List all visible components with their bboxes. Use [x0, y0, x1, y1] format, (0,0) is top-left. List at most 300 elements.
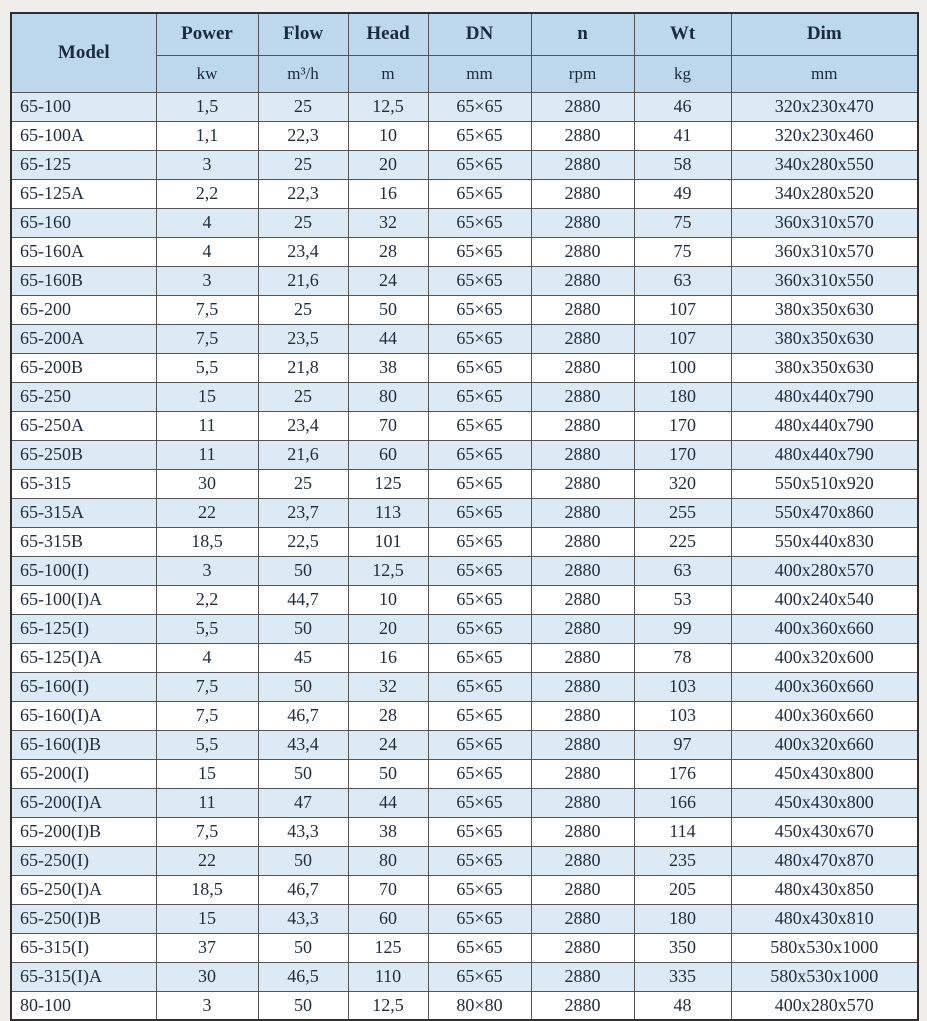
column-unit-wt: kg — [634, 55, 731, 92]
cell-wt: 75 — [634, 237, 731, 266]
cell-dim: 400x280x570 — [731, 556, 918, 585]
cell-power: 4 — [156, 237, 258, 266]
cell-n: 2880 — [531, 875, 634, 904]
cell-head: 12,5 — [348, 92, 428, 121]
cell-model: 65-250 — [11, 382, 156, 411]
cell-n: 2880 — [531, 353, 634, 382]
cell-model: 65-200B — [11, 353, 156, 382]
cell-head: 125 — [348, 469, 428, 498]
cell-dim: 550x440x830 — [731, 527, 918, 556]
cell-flow: 50 — [258, 759, 348, 788]
cell-dn: 65×65 — [428, 527, 531, 556]
cell-dim: 550x470x860 — [731, 498, 918, 527]
cell-dn: 65×65 — [428, 614, 531, 643]
cell-dim: 360x310x570 — [731, 237, 918, 266]
cell-dim: 360x310x550 — [731, 266, 918, 295]
cell-dim: 480x430x850 — [731, 875, 918, 904]
cell-dn: 65×65 — [428, 440, 531, 469]
cell-head: 60 — [348, 904, 428, 933]
cell-dim: 400x240x540 — [731, 585, 918, 614]
table-row — [11, 846, 918, 875]
cell-wt: 176 — [634, 759, 731, 788]
table-row — [11, 237, 918, 266]
cell-dn: 65×65 — [428, 469, 531, 498]
cell-flow: 50 — [258, 933, 348, 962]
table-row — [11, 179, 918, 208]
table-row — [11, 875, 918, 904]
cell-head: 32 — [348, 208, 428, 237]
cell-head: 50 — [348, 759, 428, 788]
cell-power: 11 — [156, 788, 258, 817]
cell-head: 16 — [348, 643, 428, 672]
cell-head: 44 — [348, 324, 428, 353]
cell-model: 65-125A — [11, 179, 156, 208]
cell-n: 2880 — [531, 150, 634, 179]
cell-wt: 48 — [634, 991, 731, 1020]
cell-n: 2880 — [531, 672, 634, 701]
cell-flow: 22,3 — [258, 179, 348, 208]
header-label-row — [11, 13, 918, 55]
cell-dim: 550x510x920 — [731, 469, 918, 498]
cell-n: 2880 — [531, 730, 634, 759]
cell-power: 7,5 — [156, 817, 258, 846]
table-row — [11, 962, 918, 991]
cell-n: 2880 — [531, 556, 634, 585]
cell-model: 65-250A — [11, 411, 156, 440]
cell-model: 65-100 — [11, 92, 156, 121]
cell-wt: 350 — [634, 933, 731, 962]
cell-head: 10 — [348, 121, 428, 150]
cell-dn: 65×65 — [428, 643, 531, 672]
cell-dn: 65×65 — [428, 324, 531, 353]
cell-flow: 23,4 — [258, 411, 348, 440]
cell-n: 2880 — [531, 295, 634, 324]
cell-wt: 53 — [634, 585, 731, 614]
cell-dn: 65×65 — [428, 498, 531, 527]
cell-power: 18,5 — [156, 875, 258, 904]
cell-wt: 63 — [634, 266, 731, 295]
cell-dim: 320x230x470 — [731, 92, 918, 121]
cell-power: 1,1 — [156, 121, 258, 150]
cell-dim: 450x430x800 — [731, 788, 918, 817]
cell-dn: 65×65 — [428, 904, 531, 933]
cell-dn: 65×65 — [428, 411, 531, 440]
column-unit-head: m — [348, 55, 428, 92]
cell-flow: 23,4 — [258, 237, 348, 266]
table-row — [11, 324, 918, 353]
cell-dim: 380x350x630 — [731, 353, 918, 382]
cell-flow: 50 — [258, 991, 348, 1020]
table-row — [11, 643, 918, 672]
cell-dn: 65×65 — [428, 846, 531, 875]
column-unit-n: rpm — [531, 55, 634, 92]
cell-dim: 480x470x870 — [731, 846, 918, 875]
cell-dn: 65×65 — [428, 672, 531, 701]
cell-model: 65-160A — [11, 237, 156, 266]
cell-n: 2880 — [531, 324, 634, 353]
cell-flow: 25 — [258, 150, 348, 179]
cell-dim: 380x350x630 — [731, 324, 918, 353]
table-row — [11, 295, 918, 324]
cell-n: 2880 — [531, 759, 634, 788]
cell-n: 2880 — [531, 179, 634, 208]
cell-model: 65-315B — [11, 527, 156, 556]
cell-head: 125 — [348, 933, 428, 962]
cell-flow: 43,3 — [258, 817, 348, 846]
cell-head: 12,5 — [348, 991, 428, 1020]
cell-power: 4 — [156, 208, 258, 237]
cell-wt: 166 — [634, 788, 731, 817]
cell-wt: 107 — [634, 295, 731, 324]
cell-dn: 65×65 — [428, 759, 531, 788]
cell-model: 65-200(I) — [11, 759, 156, 788]
cell-n: 2880 — [531, 208, 634, 237]
cell-model: 65-160B — [11, 266, 156, 295]
cell-head: 24 — [348, 266, 428, 295]
cell-dim: 400x320x600 — [731, 643, 918, 672]
cell-model: 65-160(I)A — [11, 701, 156, 730]
column-header-dim: Dim — [731, 13, 918, 55]
table-row — [11, 266, 918, 295]
table-row — [11, 585, 918, 614]
cell-model: 65-125(I)A — [11, 643, 156, 672]
cell-wt: 225 — [634, 527, 731, 556]
cell-flow: 21,6 — [258, 440, 348, 469]
table-row — [11, 701, 918, 730]
column-header-wt: Wt — [634, 13, 731, 55]
column-unit-flow: m³/h — [258, 55, 348, 92]
cell-model: 80-100 — [11, 991, 156, 1020]
column-header-flow: Flow — [258, 13, 348, 55]
cell-wt: 41 — [634, 121, 731, 150]
cell-flow: 44,7 — [258, 585, 348, 614]
table-body — [11, 92, 918, 1020]
pump-spec-table — [10, 12, 919, 1021]
cell-dn: 65×65 — [428, 266, 531, 295]
cell-n: 2880 — [531, 701, 634, 730]
cell-power: 7,5 — [156, 672, 258, 701]
cell-flow: 25 — [258, 382, 348, 411]
cell-dim: 480x430x810 — [731, 904, 918, 933]
cell-model: 65-200(I)B — [11, 817, 156, 846]
cell-dim: 480x440x790 — [731, 411, 918, 440]
cell-model: 65-100A — [11, 121, 156, 150]
cell-n: 2880 — [531, 585, 634, 614]
cell-head: 10 — [348, 585, 428, 614]
cell-flow: 50 — [258, 556, 348, 585]
cell-flow: 45 — [258, 643, 348, 672]
table-row — [11, 353, 918, 382]
cell-model: 65-160(I)B — [11, 730, 156, 759]
cell-wt: 235 — [634, 846, 731, 875]
cell-n: 2880 — [531, 440, 634, 469]
cell-power: 5,5 — [156, 614, 258, 643]
cell-dn: 65×65 — [428, 353, 531, 382]
cell-wt: 180 — [634, 904, 731, 933]
cell-power: 15 — [156, 382, 258, 411]
cell-power: 22 — [156, 846, 258, 875]
cell-dim: 580x530x1000 — [731, 962, 918, 991]
cell-dn: 65×65 — [428, 382, 531, 411]
cell-head: 16 — [348, 179, 428, 208]
cell-dn: 65×65 — [428, 817, 531, 846]
cell-model: 65-100(I)A — [11, 585, 156, 614]
cell-wt: 58 — [634, 150, 731, 179]
cell-power: 3 — [156, 991, 258, 1020]
table-row — [11, 208, 918, 237]
cell-head: 113 — [348, 498, 428, 527]
cell-power: 30 — [156, 962, 258, 991]
cell-dn: 65×65 — [428, 962, 531, 991]
table-row — [11, 759, 918, 788]
table-row — [11, 440, 918, 469]
column-header-dn: DN — [428, 13, 531, 55]
table-row — [11, 92, 918, 121]
cell-head: 110 — [348, 962, 428, 991]
cell-power: 37 — [156, 933, 258, 962]
cell-head: 12,5 — [348, 556, 428, 585]
cell-head: 28 — [348, 701, 428, 730]
cell-power: 22 — [156, 498, 258, 527]
column-header-head: Head — [348, 13, 428, 55]
cell-power: 7,5 — [156, 295, 258, 324]
cell-wt: 78 — [634, 643, 731, 672]
cell-dim: 320x230x460 — [731, 121, 918, 150]
cell-model: 65-315A — [11, 498, 156, 527]
cell-flow: 21,6 — [258, 266, 348, 295]
table-row — [11, 411, 918, 440]
cell-wt: 99 — [634, 614, 731, 643]
cell-flow: 50 — [258, 614, 348, 643]
cell-power: 7,5 — [156, 324, 258, 353]
table-row — [11, 121, 918, 150]
cell-flow: 22,3 — [258, 121, 348, 150]
cell-dn: 65×65 — [428, 208, 531, 237]
cell-dim: 400x360x660 — [731, 701, 918, 730]
cell-power: 1,5 — [156, 92, 258, 121]
cell-wt: 63 — [634, 556, 731, 585]
cell-flow: 43,3 — [258, 904, 348, 933]
pump-spec-table-container — [10, 12, 919, 1021]
table-row — [11, 933, 918, 962]
cell-n: 2880 — [531, 991, 634, 1020]
cell-head: 24 — [348, 730, 428, 759]
cell-head: 50 — [348, 295, 428, 324]
cell-n: 2880 — [531, 237, 634, 266]
cell-wt: 114 — [634, 817, 731, 846]
cell-wt: 170 — [634, 440, 731, 469]
cell-flow: 43,4 — [258, 730, 348, 759]
cell-head: 60 — [348, 440, 428, 469]
cell-flow: 22,5 — [258, 527, 348, 556]
cell-dim: 450x430x670 — [731, 817, 918, 846]
cell-wt: 320 — [634, 469, 731, 498]
cell-model: 65-250(I) — [11, 846, 156, 875]
cell-model: 65-100(I) — [11, 556, 156, 585]
cell-dim: 340x280x550 — [731, 150, 918, 179]
cell-flow: 46,7 — [258, 875, 348, 904]
cell-flow: 25 — [258, 208, 348, 237]
cell-dim: 400x320x660 — [731, 730, 918, 759]
cell-power: 7,5 — [156, 701, 258, 730]
cell-head: 38 — [348, 817, 428, 846]
cell-flow: 47 — [258, 788, 348, 817]
table-row — [11, 904, 918, 933]
cell-n: 2880 — [531, 846, 634, 875]
cell-wt: 107 — [634, 324, 731, 353]
cell-dn: 65×65 — [428, 585, 531, 614]
cell-flow: 50 — [258, 672, 348, 701]
cell-wt: 97 — [634, 730, 731, 759]
cell-model: 65-250B — [11, 440, 156, 469]
cell-dn: 65×65 — [428, 237, 531, 266]
cell-head: 28 — [348, 237, 428, 266]
cell-dim: 580x530x1000 — [731, 933, 918, 962]
cell-power: 3 — [156, 266, 258, 295]
cell-head: 80 — [348, 846, 428, 875]
cell-head: 38 — [348, 353, 428, 382]
cell-n: 2880 — [531, 527, 634, 556]
table-row — [11, 382, 918, 411]
cell-wt: 103 — [634, 672, 731, 701]
cell-model: 65-315(I) — [11, 933, 156, 962]
table-row — [11, 991, 918, 1020]
cell-wt: 46 — [634, 92, 731, 121]
cell-wt: 100 — [634, 353, 731, 382]
cell-model: 65-315(I)A — [11, 962, 156, 991]
cell-dn: 80×80 — [428, 991, 531, 1020]
cell-power: 5,5 — [156, 730, 258, 759]
cell-head: 20 — [348, 150, 428, 179]
table-row — [11, 614, 918, 643]
cell-n: 2880 — [531, 614, 634, 643]
cell-n: 2880 — [531, 817, 634, 846]
table-header — [11, 13, 918, 92]
cell-model: 65-200A — [11, 324, 156, 353]
cell-dn: 65×65 — [428, 933, 531, 962]
cell-dn: 65×65 — [428, 92, 531, 121]
column-unit-power: kw — [156, 55, 258, 92]
cell-head: 80 — [348, 382, 428, 411]
column-unit-dn: mm — [428, 55, 531, 92]
cell-dim: 400x360x660 — [731, 672, 918, 701]
cell-power: 18,5 — [156, 527, 258, 556]
cell-power: 30 — [156, 469, 258, 498]
table-row — [11, 527, 918, 556]
cell-n: 2880 — [531, 266, 634, 295]
cell-n: 2880 — [531, 121, 634, 150]
cell-dim: 450x430x800 — [731, 759, 918, 788]
column-unit-dim: mm — [731, 55, 918, 92]
cell-model: 65-315 — [11, 469, 156, 498]
cell-flow: 25 — [258, 92, 348, 121]
cell-head: 44 — [348, 788, 428, 817]
cell-dim: 340x280x520 — [731, 179, 918, 208]
cell-flow: 25 — [258, 469, 348, 498]
cell-head: 101 — [348, 527, 428, 556]
cell-dn: 65×65 — [428, 788, 531, 817]
cell-n: 2880 — [531, 904, 634, 933]
cell-power: 11 — [156, 440, 258, 469]
cell-wt: 170 — [634, 411, 731, 440]
cell-head: 32 — [348, 672, 428, 701]
cell-flow: 46,5 — [258, 962, 348, 991]
table-row — [11, 150, 918, 179]
cell-n: 2880 — [531, 498, 634, 527]
table-row — [11, 817, 918, 846]
cell-dim: 380x350x630 — [731, 295, 918, 324]
cell-wt: 255 — [634, 498, 731, 527]
table-row — [11, 672, 918, 701]
cell-model: 65-160 — [11, 208, 156, 237]
cell-power: 11 — [156, 411, 258, 440]
cell-dn: 65×65 — [428, 121, 531, 150]
table-row — [11, 498, 918, 527]
cell-model: 65-250(I)A — [11, 875, 156, 904]
cell-model: 65-125(I) — [11, 614, 156, 643]
cell-wt: 49 — [634, 179, 731, 208]
cell-dim: 480x440x790 — [731, 440, 918, 469]
cell-head: 70 — [348, 875, 428, 904]
table-row — [11, 469, 918, 498]
cell-n: 2880 — [531, 933, 634, 962]
cell-flow: 23,7 — [258, 498, 348, 527]
cell-power: 3 — [156, 556, 258, 585]
cell-power: 4 — [156, 643, 258, 672]
cell-power: 2,2 — [156, 179, 258, 208]
cell-power: 3 — [156, 150, 258, 179]
cell-dn: 65×65 — [428, 730, 531, 759]
cell-power: 15 — [156, 904, 258, 933]
cell-dn: 65×65 — [428, 179, 531, 208]
cell-model: 65-200 — [11, 295, 156, 324]
cell-model: 65-160(I) — [11, 672, 156, 701]
cell-wt: 75 — [634, 208, 731, 237]
cell-n: 2880 — [531, 411, 634, 440]
cell-n: 2880 — [531, 382, 634, 411]
column-header-power: Power — [156, 13, 258, 55]
cell-model: 65-200(I)A — [11, 788, 156, 817]
cell-wt: 103 — [634, 701, 731, 730]
cell-n: 2880 — [531, 469, 634, 498]
cell-wt: 205 — [634, 875, 731, 904]
table-row — [11, 556, 918, 585]
table-row — [11, 788, 918, 817]
column-header-n: n — [531, 13, 634, 55]
cell-wt: 180 — [634, 382, 731, 411]
cell-flow: 25 — [258, 295, 348, 324]
cell-model: 65-250(I)B — [11, 904, 156, 933]
cell-head: 70 — [348, 411, 428, 440]
cell-dn: 65×65 — [428, 701, 531, 730]
cell-dn: 65×65 — [428, 556, 531, 585]
cell-model: 65-125 — [11, 150, 156, 179]
cell-dim: 360x310x570 — [731, 208, 918, 237]
cell-wt: 335 — [634, 962, 731, 991]
cell-flow: 21,8 — [258, 353, 348, 382]
cell-flow: 23,5 — [258, 324, 348, 353]
cell-n: 2880 — [531, 788, 634, 817]
cell-power: 2,2 — [156, 585, 258, 614]
cell-n: 2880 — [531, 962, 634, 991]
cell-flow: 50 — [258, 846, 348, 875]
table-row — [11, 730, 918, 759]
cell-flow: 46,7 — [258, 701, 348, 730]
cell-dim: 400x280x570 — [731, 991, 918, 1020]
column-header-model: Model — [11, 13, 156, 92]
cell-dn: 65×65 — [428, 875, 531, 904]
cell-head: 20 — [348, 614, 428, 643]
